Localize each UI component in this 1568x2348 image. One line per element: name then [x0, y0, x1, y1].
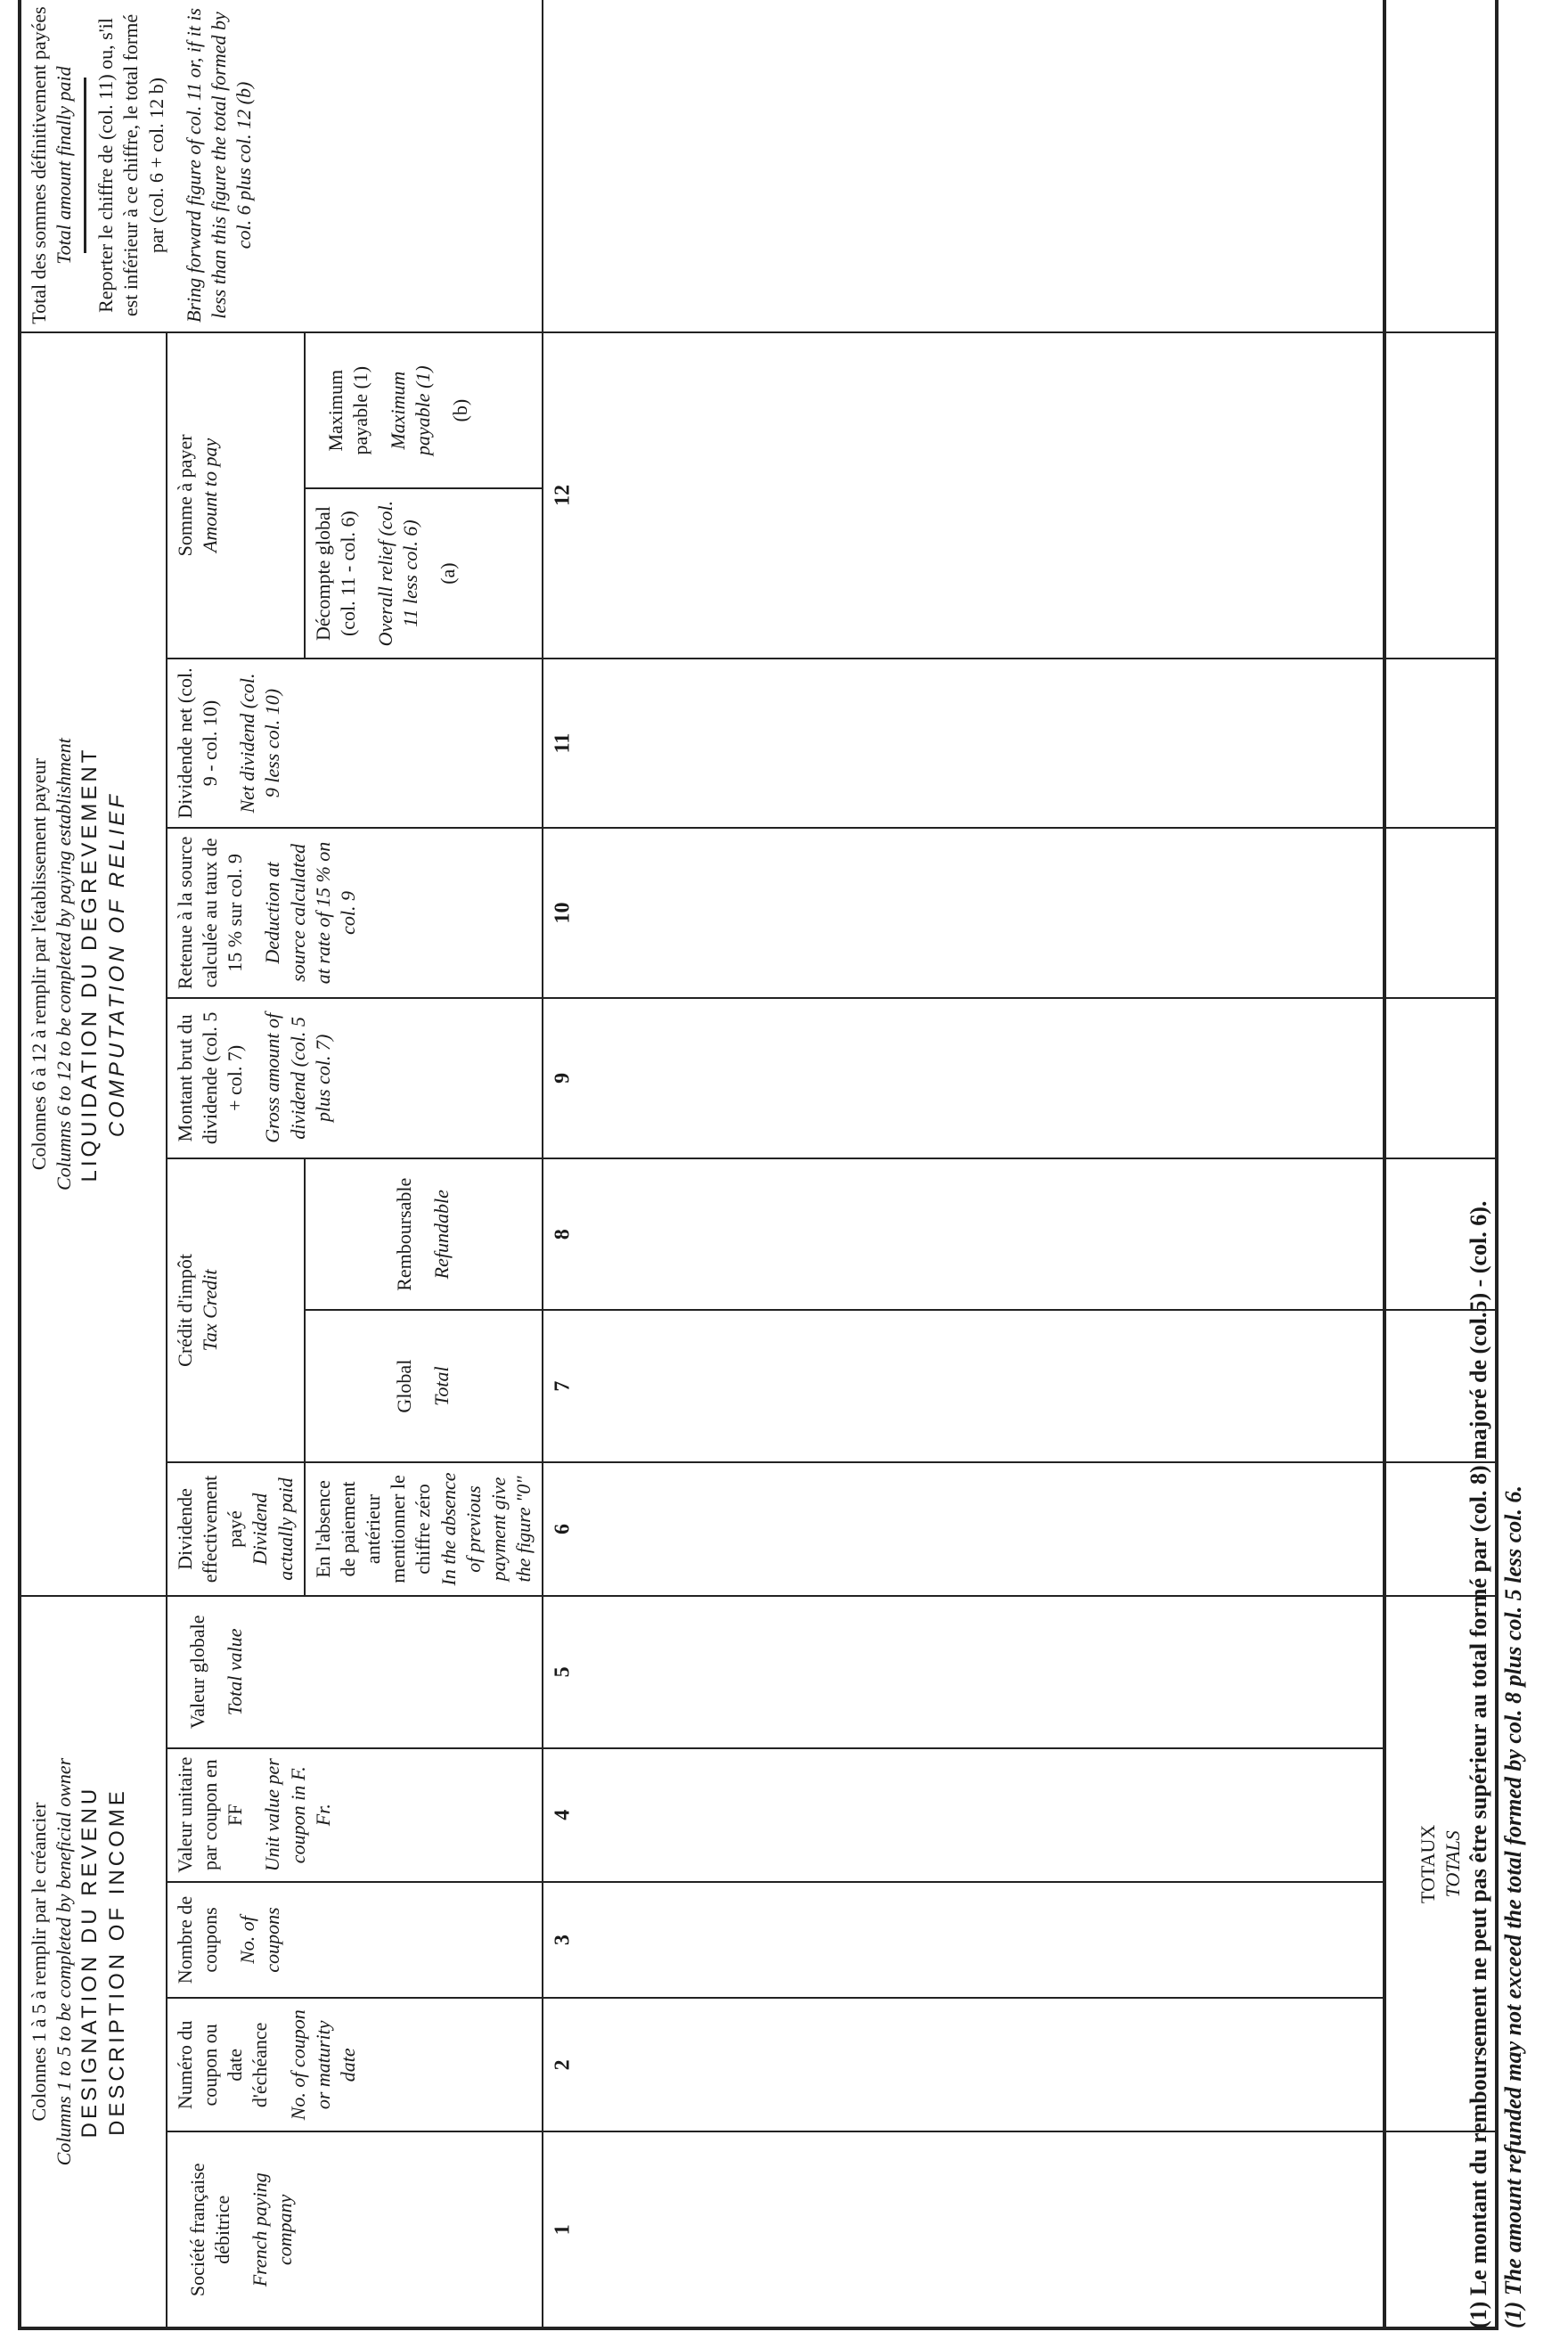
tax-credit-group-header [167, 1158, 305, 1462]
col-6-entry[interactable] [543, 1462, 1384, 1596]
col-6-number: 6 [551, 1523, 575, 1534]
col-1-number: 1 [551, 2224, 575, 2236]
footnotes [1461, 29, 1531, 2328]
col-12b-header [305, 332, 543, 488]
col-6-header [305, 1462, 543, 1596]
relief-table [18, 0, 1499, 2330]
tax-credit-label-fr: Crédit d'impôt [174, 1254, 196, 1367]
col-8-label-fr: Remboursable [393, 1177, 416, 1291]
col-2-header [167, 1998, 543, 2131]
col-12b-label-en: Maximum payable (1) [387, 365, 435, 456]
col-10-label-en: Deduction at source calculated at rate of 15 % on col. 9 [261, 841, 359, 985]
col-3-entry[interactable] [543, 1882, 1384, 1998]
col-12-number: 12 [551, 484, 575, 506]
total-paid-rule [84, 78, 86, 252]
col-2-label-fr: Numéro du coupon ou date d'échéance [174, 2020, 272, 2110]
col-6-label-fr: En l'absence de paiement antérieur mentionner le chiffre zéro [311, 1475, 435, 1583]
total-paid-title-fr: Total des sommes définitivement payées [28, 6, 50, 324]
col-4-number: 4 [551, 1809, 575, 1820]
owner-section-header [20, 1596, 167, 2328]
col-10-header [167, 828, 543, 997]
col-8-entry[interactable] [543, 1158, 1384, 1310]
col-2-label-en: No. of coupon or maturity date [286, 2009, 359, 2121]
col-1-entry[interactable] [543, 2132, 1384, 2329]
col-7-label-fr: Global [393, 1359, 416, 1413]
col-7-label-en: Total [430, 1366, 453, 1406]
payer-section-line-fr: Colonnes 6 à 12 à remplir par l'établissement payeur [28, 757, 50, 1171]
col-1-label-fr: Société française débitrice [186, 2163, 234, 2297]
col-10-number: 10 [551, 902, 575, 924]
col-5-label-fr: Valeur globale [186, 1615, 208, 1730]
owner-section-line-en: Columns 1 to 5 to be completed by beneficial owner [53, 1757, 76, 2166]
col-9-label-fr: Montant brut du dividende (col. 5 + col. 7) [174, 1011, 247, 1145]
dividend-paid-label-fr: Dividende effectivement payé [174, 1475, 247, 1583]
col-9-entry[interactable] [543, 998, 1384, 1158]
col-5-label-en: Total value [224, 1628, 247, 1716]
col-12a-sub-label: (a) [437, 562, 460, 585]
col-12b-sub-label: (b) [449, 398, 472, 422]
amount-to-pay-label-en: Amount to pay [199, 438, 222, 553]
owner-section-line-fr: Colonnes 1 à 5 à remplir par le créancier [28, 1802, 50, 2122]
col-3-number: 3 [551, 1935, 575, 1946]
col-8-number: 8 [551, 1229, 575, 1240]
col-9-header [167, 998, 543, 1158]
total-paid-title-en: Total amount finally paid [53, 66, 76, 265]
payer-section-header [20, 332, 167, 1596]
col-12-entry[interactable] [543, 332, 1384, 659]
amount-to-pay-label-fr: Somme à payer [174, 434, 196, 557]
col-5-header [167, 1596, 543, 1747]
col-11-header [167, 659, 543, 828]
total-paid-text-en: Bring forward figure of col. 11 or, if it is less than this figure the total formed by col. 6 plus col. 12 (b) [182, 7, 256, 323]
col-10-label-fr: Retenue à la source calculée au taux de 15 % sur col. 9 [174, 836, 247, 990]
col-5-entry[interactable] [543, 1596, 1384, 1747]
dividend-paid-label-en: Dividend actually paid [249, 1477, 297, 1581]
tax-credit-label-en: Tax Credit [199, 1269, 222, 1352]
total-paid-entry[interactable] [543, 0, 1384, 332]
col-4-label-fr: Valeur unitaire par coupon en FF [174, 1756, 247, 1873]
payer-section-title-en: COMPUTATION OF RELIEF [105, 791, 130, 1138]
col-12a-label-fr: Décompte global (col. 11 - col. 6) [311, 506, 359, 642]
col-11-number: 11 [551, 732, 575, 754]
owner-section-title-en: DESCRIPTION OF INCOME [105, 1788, 130, 2136]
col-11-entry[interactable] [543, 659, 1384, 828]
col-12a-label-en: Overall relief (col. 11 less col. 6) [374, 500, 422, 647]
col-2-number: 2 [551, 2059, 575, 2071]
col-9-label-en: Gross amount of dividend (col. 5 plus col. 7) [261, 1012, 334, 1143]
col-8-label-en: Refundable [430, 1190, 453, 1280]
section-header-row [20, 0, 167, 2328]
totals-label-fr: TOTAUX [1417, 1824, 1440, 1903]
amount-to-pay-group-header [167, 332, 305, 659]
col-6-label-en: In the absence of previous payment give the figure "0" [437, 1472, 535, 1586]
col-4-entry[interactable] [543, 1748, 1384, 1882]
col-11-label-en: Net dividend (col. 9 less col. 10) [236, 673, 284, 814]
owner-section-title-fr: DESIGNATION DU REVENU [78, 1785, 102, 2139]
entry-row [543, 0, 1384, 2328]
total-paid-header [20, 0, 543, 332]
col-7-header [305, 1310, 543, 1461]
total-paid-text-fr: Reporter le chiffre de (col. 11) ou, s'il est inférieur à ce chiffre, le total formé par (col. 6 + col. 12 b) [94, 13, 167, 317]
col-1-header [167, 2132, 543, 2329]
dividend-paid-group-header [167, 1462, 305, 1596]
col-7-number: 7 [551, 1380, 575, 1392]
col-3-label-en: No. of coupons [236, 1907, 284, 1973]
col-4-label-en: Unit value per coupon in F. Fr. [261, 1758, 334, 1872]
col-11-label-fr: Dividende net (col. 9 - col. 10) [174, 667, 222, 819]
col-1-label-en: French paying company [249, 2172, 297, 2287]
payer-section-title-fr: LIQUIDATION DU DEGREVEMENT [78, 746, 102, 1182]
col-7-entry[interactable] [543, 1310, 1384, 1461]
col-9-number: 9 [551, 1072, 575, 1084]
payer-section-line-en: Columns 6 to 12 to be completed by paying establishment [53, 738, 76, 1190]
col-5-number: 5 [551, 1666, 575, 1678]
footnote-fr: (1) Le montant du remboursement ne peut pas être supérieur au total formé par (col. 8) majoré de (col.5) - (col. 6). [1466, 1200, 1491, 2328]
col-8-header [305, 1158, 543, 1310]
col-10-entry[interactable] [543, 828, 1384, 997]
footnote-en: (1) The amount refunded may not exceed the total formed by col. 8 plus col. 5 less col. 6. [1500, 1485, 1526, 2328]
totals-label-en: TOTALS [1441, 1830, 1465, 1898]
col-3-header [167, 1882, 543, 1998]
col-2-entry[interactable] [543, 1998, 1384, 2131]
group-header-row [167, 0, 305, 2328]
col-3-label-fr: Nombre de coupons [174, 1895, 222, 1984]
col-12b-label-fr: Maximum payable (1) [323, 365, 372, 455]
col-4-header [167, 1748, 543, 1882]
col-12a-header [305, 488, 543, 658]
